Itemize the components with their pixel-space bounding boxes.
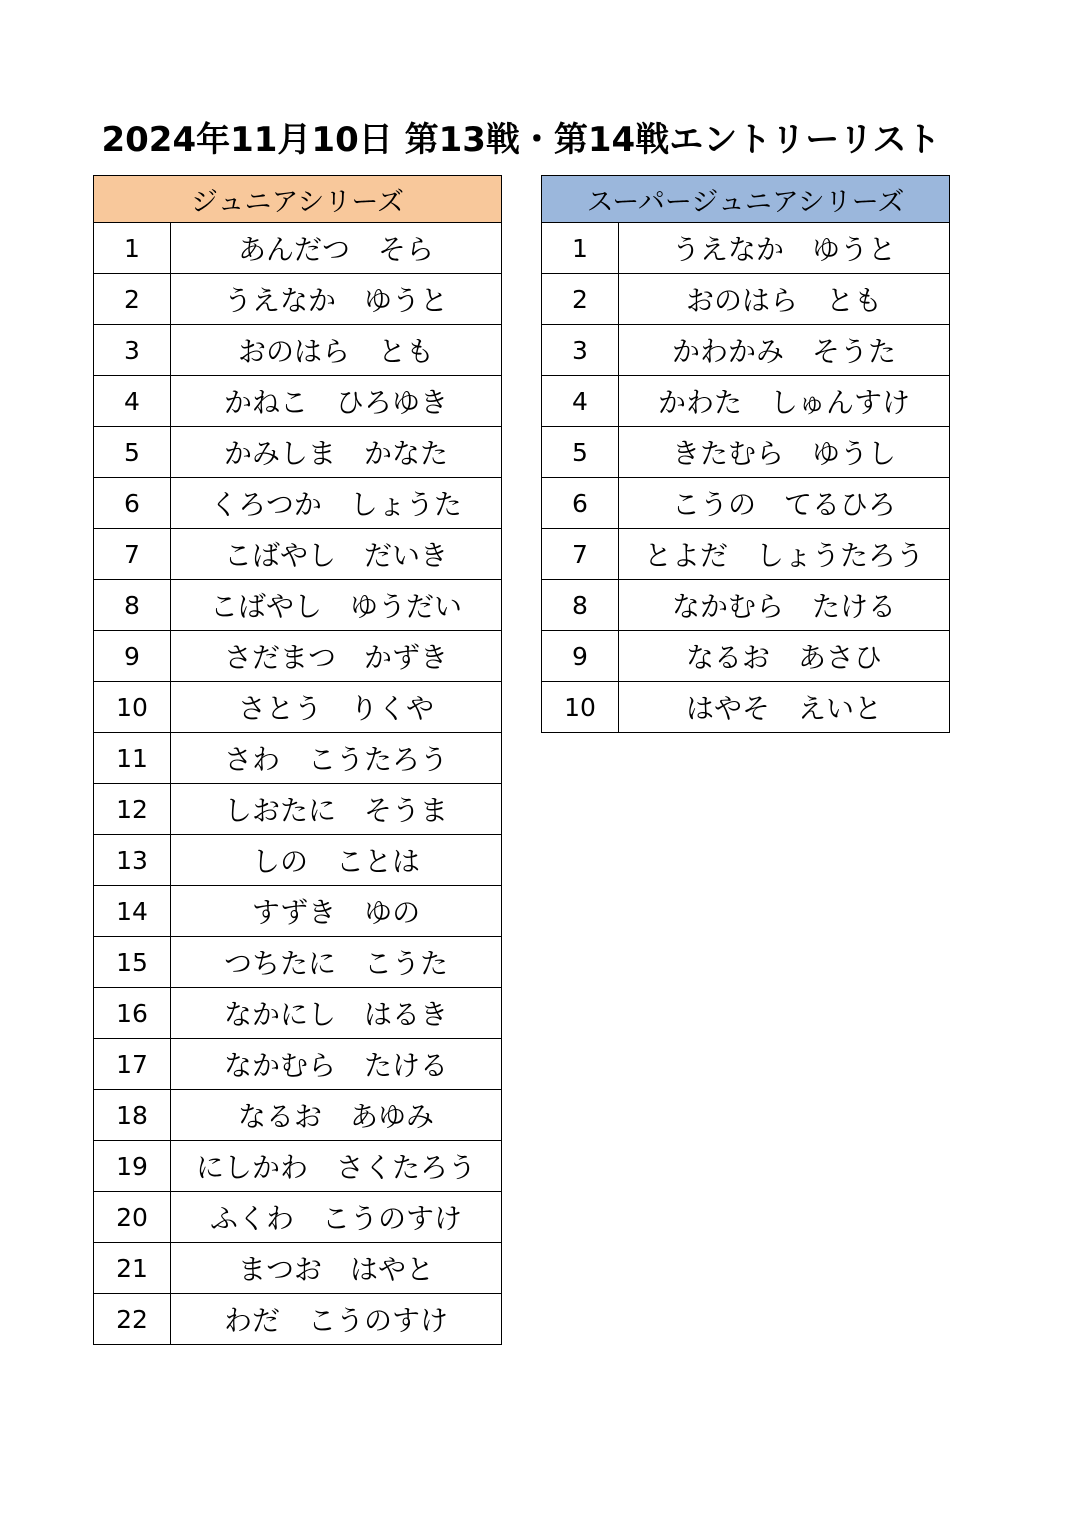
entry-number: 4	[542, 376, 619, 427]
entry-name: おのはら とも	[619, 274, 950, 325]
entry-number: 7	[94, 529, 171, 580]
table-row	[94, 274, 502, 325]
entry-name: すずき ゆの	[171, 886, 502, 937]
table-row	[94, 988, 502, 1039]
table-row	[94, 1192, 502, 1243]
table-row	[94, 1090, 502, 1141]
entry-number: 11	[94, 733, 171, 784]
entry-name: おのはら とも	[171, 325, 502, 376]
entry-name: はやそ えいと	[619, 682, 950, 733]
table-row	[94, 886, 502, 937]
table-row	[94, 784, 502, 835]
entry-name: まつお はやと	[171, 1243, 502, 1294]
table-row	[542, 682, 950, 733]
entry-number: 1	[542, 223, 619, 274]
entry-name: とよだ しょうたろう	[619, 529, 950, 580]
entry-name: かねこ ひろゆき	[171, 376, 502, 427]
super-junior-series-table	[541, 175, 950, 733]
entry-number: 22	[94, 1294, 171, 1345]
entry-name: こばやし ゆうだい	[171, 580, 502, 631]
entry-number: 10	[94, 682, 171, 733]
entry-number: 13	[94, 835, 171, 886]
table-row	[94, 1039, 502, 1090]
super-junior-series-header: スーパージュニアシリーズ	[542, 176, 950, 223]
entry-number: 5	[542, 427, 619, 478]
entry-name: こばやし だいき	[171, 529, 502, 580]
table-row	[94, 682, 502, 733]
entry-number: 21	[94, 1243, 171, 1294]
entry-number: 14	[94, 886, 171, 937]
entry-number: 5	[94, 427, 171, 478]
table-row	[94, 835, 502, 886]
table-row	[94, 733, 502, 784]
table-row	[94, 325, 502, 376]
entry-number: 9	[94, 631, 171, 682]
entry-name: なかむら たける	[171, 1039, 502, 1090]
entry-number: 6	[542, 478, 619, 529]
entry-name: こうの てるひろ	[619, 478, 950, 529]
table-row	[542, 478, 950, 529]
table-row	[94, 1141, 502, 1192]
table-row	[542, 580, 950, 631]
entry-number: 12	[94, 784, 171, 835]
entry-name: なるお あさひ	[619, 631, 950, 682]
super-junior-series-entries	[542, 223, 950, 733]
entry-number: 2	[94, 274, 171, 325]
super-junior-series-header-row	[542, 176, 950, 223]
junior-series-header: ジュニアシリーズ	[94, 176, 502, 223]
junior-series-entries	[94, 223, 502, 1345]
table-row	[94, 1294, 502, 1345]
entry-name: あんだつ そら	[171, 223, 502, 274]
entry-name: かわかみ そうた	[619, 325, 950, 376]
entry-name: うえなか ゆうと	[619, 223, 950, 274]
entry-number: 19	[94, 1141, 171, 1192]
entry-number: 7	[542, 529, 619, 580]
entry-number: 2	[542, 274, 619, 325]
table-row	[94, 376, 502, 427]
table-row	[542, 376, 950, 427]
entry-number: 3	[542, 325, 619, 376]
entry-name: うえなか ゆうと	[171, 274, 502, 325]
table-row	[542, 325, 950, 376]
table-row	[542, 529, 950, 580]
table-row	[94, 1243, 502, 1294]
entry-number: 4	[94, 376, 171, 427]
entry-name: なるお あゆみ	[171, 1090, 502, 1141]
table-row	[94, 937, 502, 988]
entry-name: きたむら ゆうし	[619, 427, 950, 478]
table-row	[94, 223, 502, 274]
table-row	[94, 580, 502, 631]
entry-number: 17	[94, 1039, 171, 1090]
entry-name: さだまつ かずき	[171, 631, 502, 682]
entry-name: かみしま かなた	[171, 427, 502, 478]
junior-series-table	[93, 175, 502, 1345]
page-title: 2024年11月10日 第13戦・第14戦エントリーリスト	[101, 120, 941, 160]
table-row	[542, 631, 950, 682]
entry-number: 16	[94, 988, 171, 1039]
entry-number: 15	[94, 937, 171, 988]
table-row	[542, 427, 950, 478]
table-row	[94, 427, 502, 478]
entry-name: なかにし はるき	[171, 988, 502, 1039]
entry-name: つちたに こうた	[171, 937, 502, 988]
entry-number: 8	[542, 580, 619, 631]
entry-name: さとう りくや	[171, 682, 502, 733]
table-row	[542, 274, 950, 325]
entry-name: わだ こうのすけ	[171, 1294, 502, 1345]
entry-number: 1	[94, 223, 171, 274]
entry-name: かわた しゅんすけ	[619, 376, 950, 427]
entry-name: さわ こうたろう	[171, 733, 502, 784]
entry-number: 10	[542, 682, 619, 733]
entry-number: 9	[542, 631, 619, 682]
table-row	[94, 529, 502, 580]
junior-series-header-row	[94, 176, 502, 223]
table-row	[94, 631, 502, 682]
entry-number: 6	[94, 478, 171, 529]
entry-name: なかむら たける	[619, 580, 950, 631]
entry-number: 8	[94, 580, 171, 631]
entry-number: 20	[94, 1192, 171, 1243]
entry-name: ふくわ こうのすけ	[171, 1192, 502, 1243]
entry-name: にしかわ さくたろう	[171, 1141, 502, 1192]
table-row	[542, 223, 950, 274]
entry-name: しおたに そうま	[171, 784, 502, 835]
entry-name: くろつか しょうた	[171, 478, 502, 529]
entry-number: 18	[94, 1090, 171, 1141]
entry-number: 3	[94, 325, 171, 376]
entry-name: しの ことは	[171, 835, 502, 886]
table-row	[94, 478, 502, 529]
